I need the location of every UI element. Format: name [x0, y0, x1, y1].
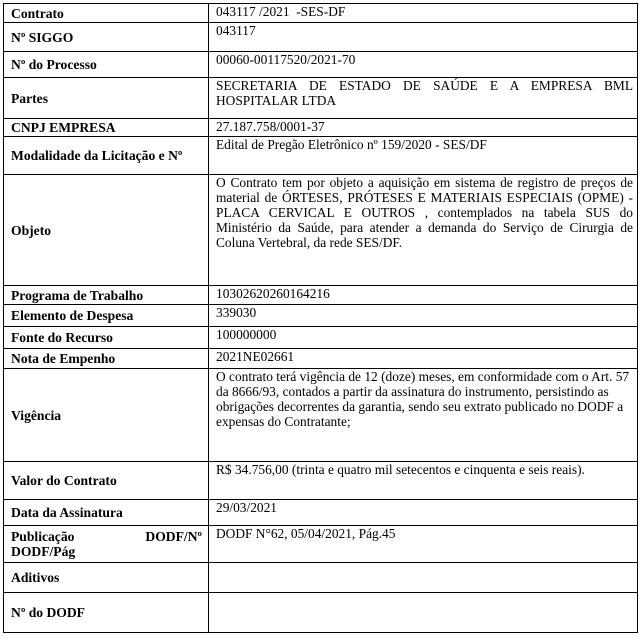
- row-value: [209, 563, 638, 593]
- publication-label-c: DODF/Pág: [11, 544, 76, 559]
- row-label: Data da Assinatura: [4, 500, 209, 526]
- table-row: [4, 286, 638, 305]
- table-row: [4, 500, 638, 526]
- row-value: 043117: [209, 23, 638, 52]
- row-label: Objeto: [4, 175, 209, 286]
- row-label: Nº do Processo: [4, 52, 209, 78]
- row-label: Nº do DODF: [4, 593, 209, 633]
- row-label: Aditivos: [4, 563, 209, 593]
- row-value: Edital de Pregão Eletrônico nº 159/2020 - SES/DF: [209, 137, 638, 175]
- row-label: Valor do Contrato: [4, 462, 209, 500]
- row-value: 100000000: [209, 327, 638, 349]
- row-value: [209, 593, 638, 633]
- table-row: [4, 526, 638, 563]
- row-value: 27.187.758/0001-37: [209, 119, 638, 137]
- row-label: Partes: [4, 78, 209, 119]
- table-row: [4, 327, 638, 349]
- table-row: [4, 175, 638, 286]
- contract-table: [3, 3, 638, 633]
- row-label: Contrato: [4, 4, 209, 23]
- row-label: Vigência: [4, 369, 209, 462]
- row-label: Fonte do Recurso: [4, 327, 209, 349]
- publication-label-line: [11, 529, 202, 544]
- row-value: 2021NE02661: [209, 349, 638, 369]
- publication-label-b: DODF/Nº: [145, 529, 202, 544]
- row-value: R$ 34.756,00 (trinta e quatro mil setecentos e cinquenta e seis reais).: [209, 462, 638, 500]
- row-label: Programa de Trabalho: [4, 286, 209, 305]
- row-value: DODF N°62, 05/04/2021, Pág.45: [209, 526, 638, 563]
- table-row: [4, 78, 638, 119]
- table-row: [4, 4, 638, 23]
- table-row: [4, 137, 638, 175]
- row-value: 00060-00117520/2021-70: [209, 52, 638, 78]
- row-label: CNPJ EMPRESA: [4, 119, 209, 137]
- row-value: SECRETARIA DE ESTADO DE SAÚDE E A EMPRESA BML HOSPITALAR LTDA: [209, 78, 638, 119]
- table-row: [4, 52, 638, 78]
- row-value: 10302620260164216: [209, 286, 638, 305]
- table-row: [4, 369, 638, 462]
- row-label: Modalidade da Licitação e Nº: [4, 137, 209, 175]
- table-row: [4, 23, 638, 52]
- row-value: O contrato terá vigência de 12 (doze) meses, em conformidade com o Art. 57 da 8666/93, contados a partir da assinatura do instrumento, persistindo as obrigações decorrentes da garantia, sendo seu extrato publicado no DODF a expensas do Contratante;: [209, 369, 638, 462]
- publication-label-a: Publicação: [11, 529, 75, 544]
- row-label: Nota de Empenho: [4, 349, 209, 369]
- table-row: [4, 593, 638, 633]
- table-row: [4, 462, 638, 500]
- row-label: Nº SIGGO: [4, 23, 209, 52]
- row-value: O Contrato tem por objeto a aquisição em sistema de registro de preços de material de ÓRTESES, PRÓTESES E MATERIAIS ESPECIAIS (OPME) - PLACA CERVICAL E OUTROS , contemplados na tabela SUS do Ministério da Saúde, para atender a demanda do Serviço de Cirurgia de Coluna Vertebral, da rede SES/DF.: [209, 175, 638, 286]
- row-value: 29/03/2021: [209, 500, 638, 526]
- table-row: [4, 119, 638, 137]
- publication-label: [4, 526, 209, 563]
- row-value: 043117 /2021 -SES-DF: [209, 4, 638, 23]
- table-row: [4, 563, 638, 593]
- row-label: Elemento de Despesa: [4, 305, 209, 327]
- table-row: [4, 349, 638, 369]
- row-value: 339030: [209, 305, 638, 327]
- table-row: [4, 305, 638, 327]
